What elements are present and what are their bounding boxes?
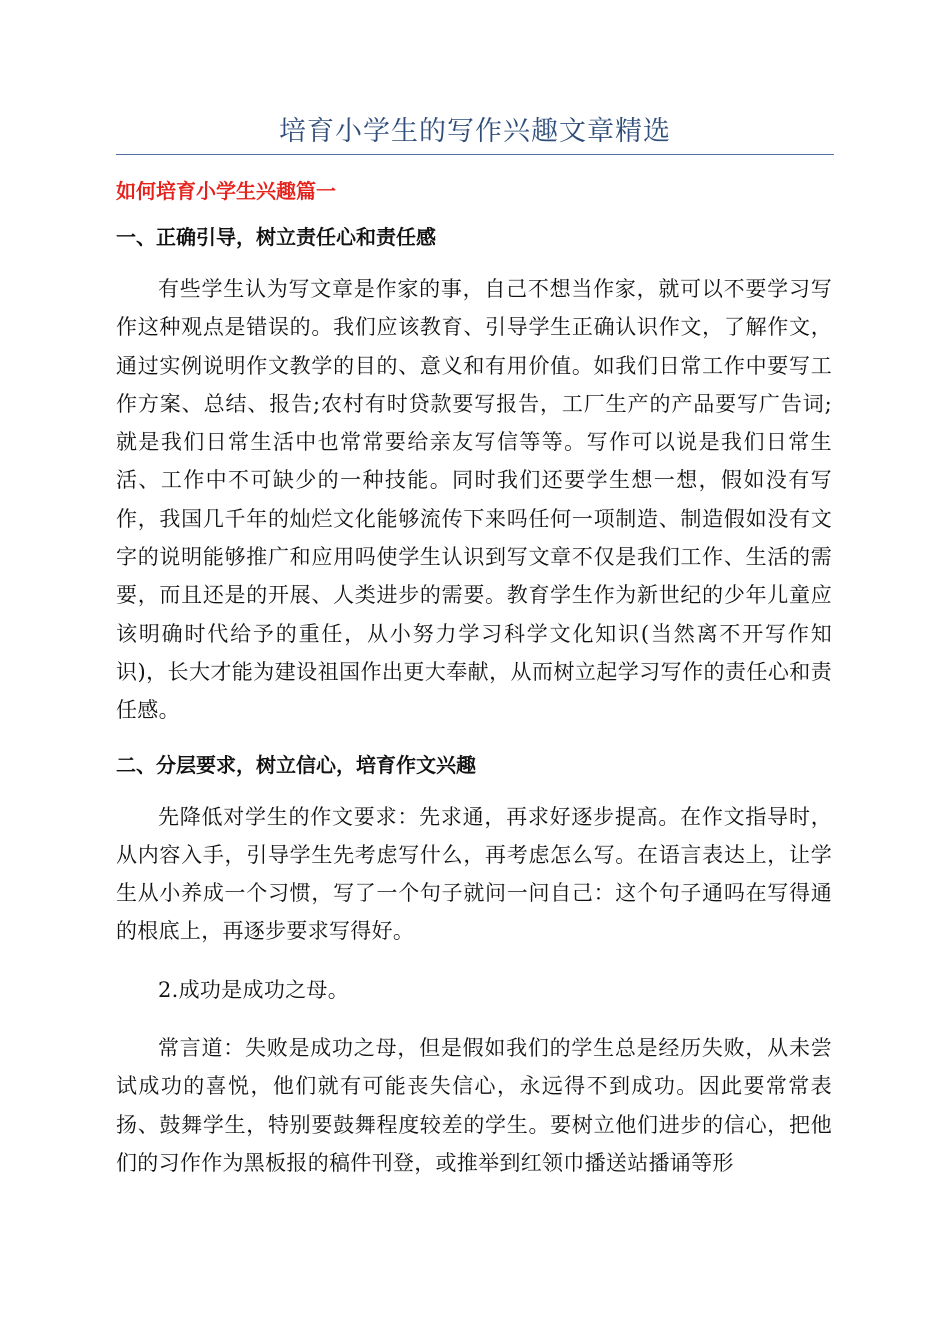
paragraph-encouragement: 常言道：失败是成功之母，但是假如我们的学生总是经历失败，从未尝试成功的喜悦，他们就有可能丧失信心，永远得不到成功。因此要常常表扬、鼓舞学生，特别要鼓舞程度较差的学生。要树立他们进步的信心，把他们的习作作为黑板报的稿件刊登，或推举到红领巾播送站播诵等形: [116, 1036, 832, 1175]
heading-correct-guidance: 一、正确引导，树立责任心和责任感: [116, 225, 436, 249]
title-underline: [116, 154, 834, 155]
paragraph-success-mother: 2.成功是成功之母。: [158, 977, 350, 1002]
paragraph-responsibility: 有些学生认为写文章是作家的事，自己不想当作家，就可以不要学习写作这种观点是错误的。我们应该教育、引导学生正确认识作文，了解作文，通过实例说明作文教学的目的、意义和有用价值。如我们日常工作中要写工作方案、总结、报告;农村有时贷款要写报告，工厂生产的产品要写广告词;就是我们日常生活中也常常要给亲友写信等等。写作可以说是我们日常生活、工作中不可缺少的一种技能。同时我们还要学生想一想，假如没有写作，我国几千年的灿烂文化能够流传下来吗任何一项制造、制造假如没有文字的说明能够推广和应用吗使学生认识到写文章不仅是我们工作、生活的需要，而且还是的开展、人类进步的需要。教育学生作为新世纪的少年儿童应该明确时代给予的重任，从小努力学习科学文化知识(当然离不开写作知识)，长大才能为建设祖国作出更大奉献，从而树立起学习写作的责任心和责任感。: [116, 277, 832, 723]
document-title: 培育小学生的写作兴趣文章精选: [279, 116, 671, 147]
heading-layered-requirements: 二、分层要求，树立信心，培育作文兴趣: [116, 752, 476, 777]
paragraph-lower-requirements: 先降低对学生的作文要求：先求通，再求好逐步提高。在作文指导时，从内容入手，引导学生先考虑写什么，再考虑怎么写。在语言表达上，让学生从小养成一个习惯，写了一个句子就问一问自己：这个句子通吗在写得通的根底上，再逐步要求写得好。: [116, 804, 832, 944]
document-body: [116, 176, 832, 1182]
section-title: 如何培育小学生兴趣篇一: [116, 179, 336, 203]
